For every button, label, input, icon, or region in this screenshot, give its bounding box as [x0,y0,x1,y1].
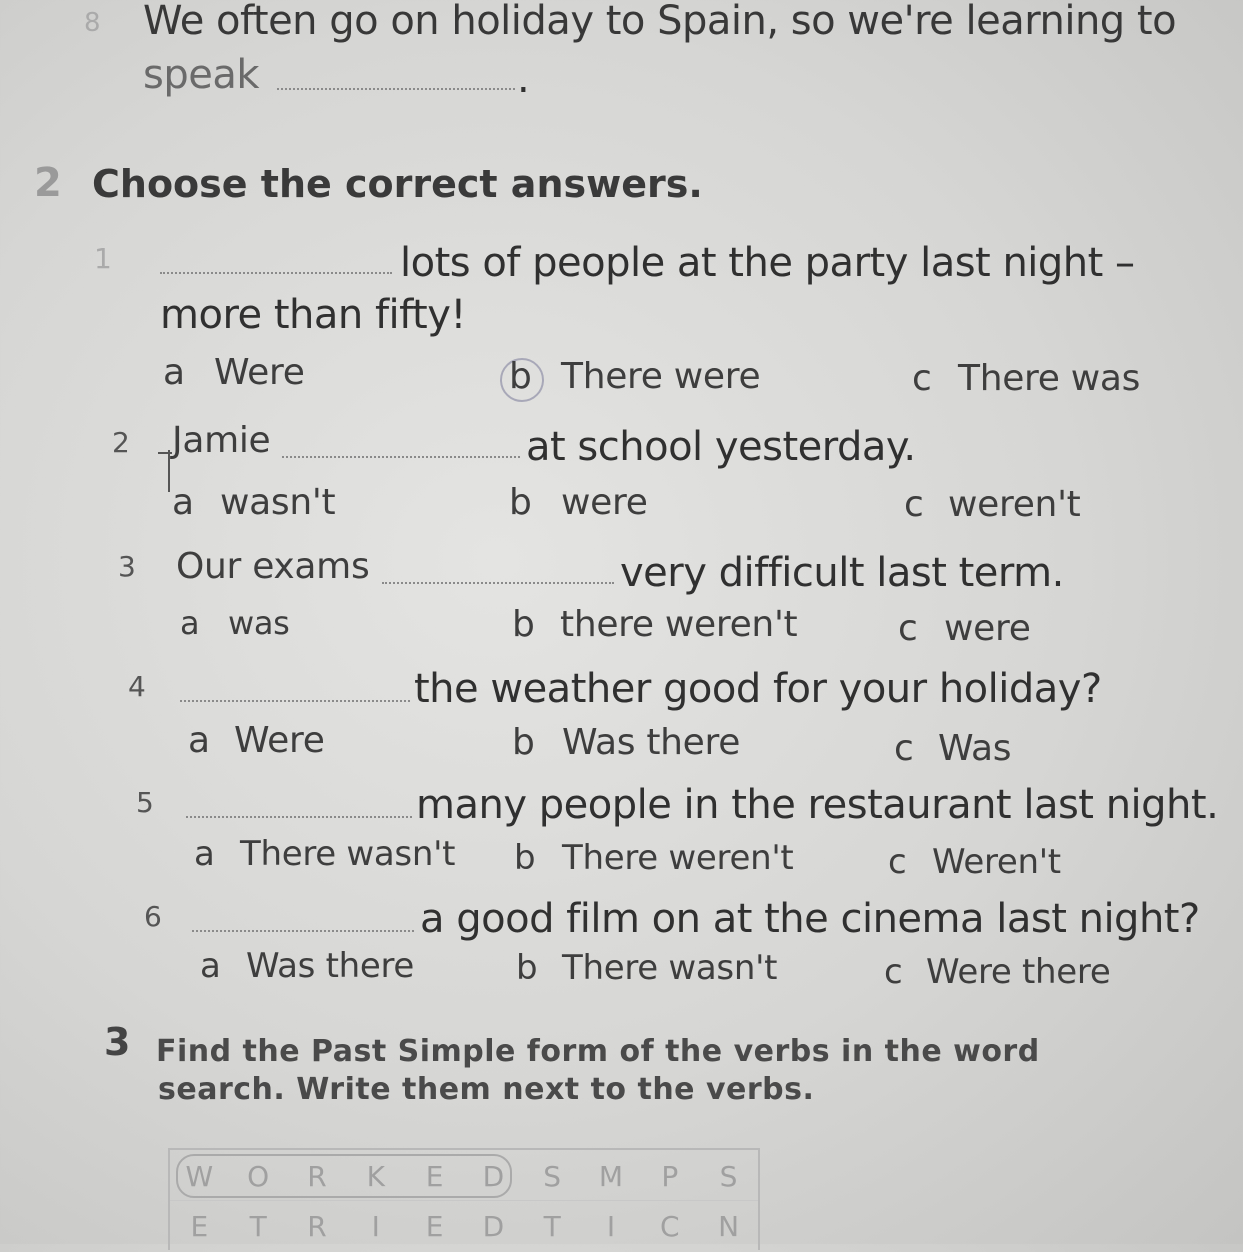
option-text[interactable]: there weren't [560,604,798,645]
question-text: more than fifty! [160,292,466,338]
option-letter: b [509,356,532,397]
grid-letter[interactable]: T [543,1210,561,1243]
option-letter: c [894,728,914,769]
question-text: We often go on holiday to Spain, so we're learning to [143,0,1177,44]
option-text[interactable]: There were [561,356,761,397]
option-text[interactable]: Were [234,720,325,761]
grid-letter[interactable]: P [661,1160,679,1193]
answer-blank[interactable] [192,930,414,932]
option-letter: b [512,604,535,645]
grid-letter[interactable]: T [249,1210,267,1243]
answer-blank[interactable] [186,816,412,818]
grid-letter[interactable]: O [247,1160,270,1193]
grid-letter[interactable]: E [425,1160,444,1193]
option-text[interactable]: were [944,608,1031,649]
option-letter: b [516,948,538,988]
option-letter: c [884,952,903,992]
grid-letter[interactable]: I [371,1210,380,1243]
option-letter: a [172,482,194,523]
question-text: lots of people at the party last night – [400,240,1135,286]
grid-letter[interactable]: R [307,1210,327,1243]
grid-letter[interactable]: E [190,1210,209,1243]
option-letter: c [912,358,932,399]
grid-letter[interactable]: M [598,1160,624,1193]
section-number: 2 [34,160,62,206]
option-letter: b [514,838,536,878]
grid-letter[interactable]: C [659,1210,680,1243]
question-number: 3 [118,550,136,583]
grid-letter[interactable]: R [307,1160,327,1193]
question-number: 5 [136,786,154,819]
grid-letter[interactable]: S [543,1160,562,1193]
option-text[interactable]: weren't [948,484,1081,525]
grid-row [170,1202,758,1252]
question-text: speak [143,52,260,98]
grid-letter[interactable]: D [482,1160,505,1193]
answer-blank[interactable] [160,272,392,274]
option-letter: b [512,722,535,763]
pen-mark [158,452,172,454]
option-letter: c [898,608,918,649]
option-text[interactable]: There wasn't [562,948,778,988]
question-number: 1 [94,242,112,275]
instruction-text: search. Write them next to the verbs. [158,1072,815,1107]
question-number: 6 [144,900,162,933]
question-number: 8 [84,8,101,38]
instruction-text: Find the Past Simple form of the verbs in the word [156,1034,1040,1069]
question-text: a good film on at the cinema last night? [420,896,1200,942]
option-text[interactable]: Was there [246,946,415,986]
grid-letter[interactable]: I [606,1210,616,1243]
answer-blank[interactable] [180,700,410,702]
section-number: 3 [104,1020,131,1064]
grid-letter[interactable]: D [482,1210,505,1243]
option-text[interactable]: There wasn't [240,834,456,874]
answer-blank[interactable] [382,582,614,584]
option-text[interactable]: Were there [926,952,1111,992]
option-text[interactable]: was [228,604,290,642]
question-text: Jamie [172,420,271,461]
grid-letter[interactable]: W [185,1160,214,1193]
option-text[interactable]: There was [958,358,1141,399]
option-letter: a [194,834,215,874]
punctuation: . [517,56,530,102]
option-text[interactable]: There weren't [562,838,794,878]
option-text[interactable]: Was there [562,722,741,763]
found-word-highlight [176,1154,512,1198]
section-title: Choose the correct answers. [92,162,703,206]
option-letter: a [188,720,210,761]
option-letter: a [180,604,200,642]
option-text[interactable]: wasn't [220,482,336,523]
option-letter: c [904,484,924,525]
option-text[interactable]: were [561,482,648,523]
question-text: very difficult last term. [620,550,1064,596]
question-text: many people in the restaurant last night. [416,782,1219,828]
option-text[interactable]: Were [214,352,305,393]
answer-blank[interactable] [277,88,515,90]
question-text: at school yesterday. [526,424,916,470]
option-text[interactable]: Was [938,728,1012,769]
option-letter: a [200,946,221,986]
grid-letter[interactable]: K [366,1160,385,1193]
pen-mark [168,450,170,492]
question-text: Our exams [176,546,370,587]
option-letter: b [509,482,532,523]
grid-letter[interactable]: S [719,1160,738,1193]
grid-letter[interactable]: N [718,1210,740,1243]
question-number: 4 [128,670,146,703]
answer-blank[interactable] [282,456,520,458]
question-text: the weather good for your holiday? [414,666,1102,712]
option-letter: c [888,842,907,882]
option-text[interactable]: Weren't [932,842,1061,882]
grid-letter[interactable]: E [425,1210,444,1243]
option-letter: a [163,352,185,393]
question-number: 2 [112,426,130,459]
